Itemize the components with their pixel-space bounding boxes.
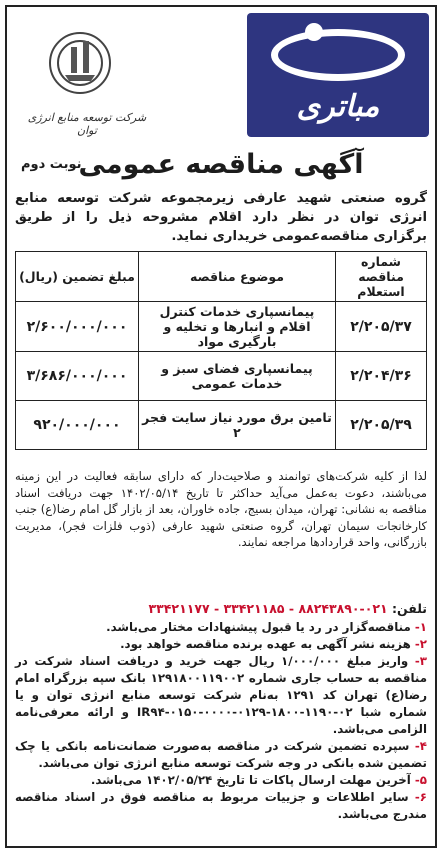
guarantee-amount: ۳/۶۸۶/۰۰۰/۰۰۰ [16, 352, 139, 401]
item-text: سپرده تضمین شرکت در مناقصه به‌صورت ضمانت‌نامه بانکی یا چک تضمین شده بانکی در وجه شرکت توسعه منابع انرژی توان می‌باشد. [15, 739, 427, 770]
item-text: هزینه نشر آگهی به عهده برنده مناقصه خواهد بود. [120, 637, 415, 651]
round-label: نوبت دوم [21, 157, 82, 172]
item-number: ۱- [414, 620, 427, 634]
phone-numbers: ۰۲۱-۸۸۲۴۳۸۹۰ - ۳۳۴۲۱۱۸۵ - ۳۳۴۲۱۱۷۷ [148, 601, 388, 616]
list-item [15, 653, 427, 738]
body-text: لذا از کلیه شرکت‌های توانمند و صلاحیت‌دار که دارای سابقه فعالیت در این زمینه می‌باشند، دعوت به‌عمل می‌آید حداکثر تا تاریخ ۱۴۰۲/۰۵/۱۴ جهت دریافت اسناد مناقصه به نشانی: تهران، میدان بسیج، جاده خاوران، بعد از بازار گل امام رضا(ع) جنب کارخانجات سیمان تهران، گروه صنعتی شهید عارفی (ذوب فلزات فجر)، مدیریت بازرگانی، واحد قراردادها مراجعه نمایند. [15, 469, 427, 549]
brand-name: مباتری [296, 89, 380, 124]
list-item [15, 738, 427, 772]
table-header-row [16, 252, 427, 302]
page-title: آگهی مناقصه عمومی [78, 149, 364, 180]
item-number: ۶- [414, 790, 427, 804]
list-item [15, 772, 427, 789]
item-number: ۲- [414, 637, 427, 651]
table-row [16, 401, 427, 450]
tender-subject: پیمانسپاری فضای سبز و خدمات عمومی [139, 352, 336, 401]
guarantee-amount: ۲/۶۰۰/۰۰۰/۰۰۰ [16, 302, 139, 352]
company-name: شرکت توسعه منابع انرژی توان [27, 111, 147, 137]
table-row [16, 352, 427, 401]
tender-number: ۲/۲۰۵/۳۷ [336, 302, 427, 352]
logo-dot-icon [305, 23, 323, 41]
list-item [15, 789, 427, 823]
guarantee-amount: ۹۲۰/۰۰۰/۰۰۰ [16, 401, 139, 450]
tender-subject: پیمانسپاری خدمات کنترل اقلام و انبارها و تخلیه و بارگیری مواد [139, 302, 336, 352]
item-number: ۴- [414, 739, 427, 753]
intro-text: گروه صنعتی شهید عارفی زیرمجموعه شرکت توسعه منابع انرژی توان در نظر دارد اقلام مشروحه ذیل را از طریق برگزاری مناقصه‌عمومی خریداری نماید. [15, 191, 427, 244]
tender-table [15, 251, 427, 450]
item-text: آخرین مهلت ارسال پاکات تا تاریخ ۱۴۰۲/۰۵/۲۴ می‌باشد. [90, 773, 415, 787]
item-text: سایر اطلاعات و جزییات مربوط به مناقصه فوق در اسناد مناقصه مندرج می‌باشد. [15, 790, 427, 821]
phone-label: تلفن: [391, 601, 427, 616]
tender-subject: تامین برق مورد نیاز سایت فجر ۲ [139, 401, 336, 450]
tender-number: ۲/۲۰۴/۳۶ [336, 352, 427, 401]
conditions-list [15, 619, 427, 823]
list-item [15, 636, 427, 653]
table-row [16, 302, 427, 352]
oval-icon [271, 29, 405, 81]
col-subject: موضوع مناقصه [139, 252, 336, 302]
tender-notice [5, 5, 437, 848]
col-guarantee: مبلغ تضمین (ریال) [16, 252, 139, 302]
item-number: ۳- [414, 654, 427, 668]
item-text: واریز مبلغ ۱/۰۰۰/۰۰۰ ریال جهت خرید و دریافت اسناد شرکت در مناقصه به حساب جاری شماره ۱۲۹۱۸۰۰۱۱۹۰۰۲ بانک سپه بزرگراه امام رضا(ع) تهران کد ۱۲۹۱ به‌نام شرکت توسعه منابع انرژی توان و یا شماره شبا IR۹۴-۰۱۵۰-۰۰۰۰-۰۱۲۹-۱۸۰۰-۱۱۹۰-۰۲ و ارائه معرفی‌نامه الزامی می‌باشد. [15, 654, 427, 736]
item-text: مناقصه‌گزار در رد یا قبول پیشنهادات مختار می‌باشد. [106, 620, 415, 634]
col-tender-number: شماره مناقصه استعلام [336, 252, 427, 302]
phone-line [149, 601, 427, 616]
list-item [15, 619, 427, 636]
tender-number: ۲/۲۰۵/۳۹ [336, 401, 427, 450]
mabattery-logo [247, 13, 429, 137]
header [13, 13, 429, 137]
item-number: ۵- [414, 773, 427, 787]
